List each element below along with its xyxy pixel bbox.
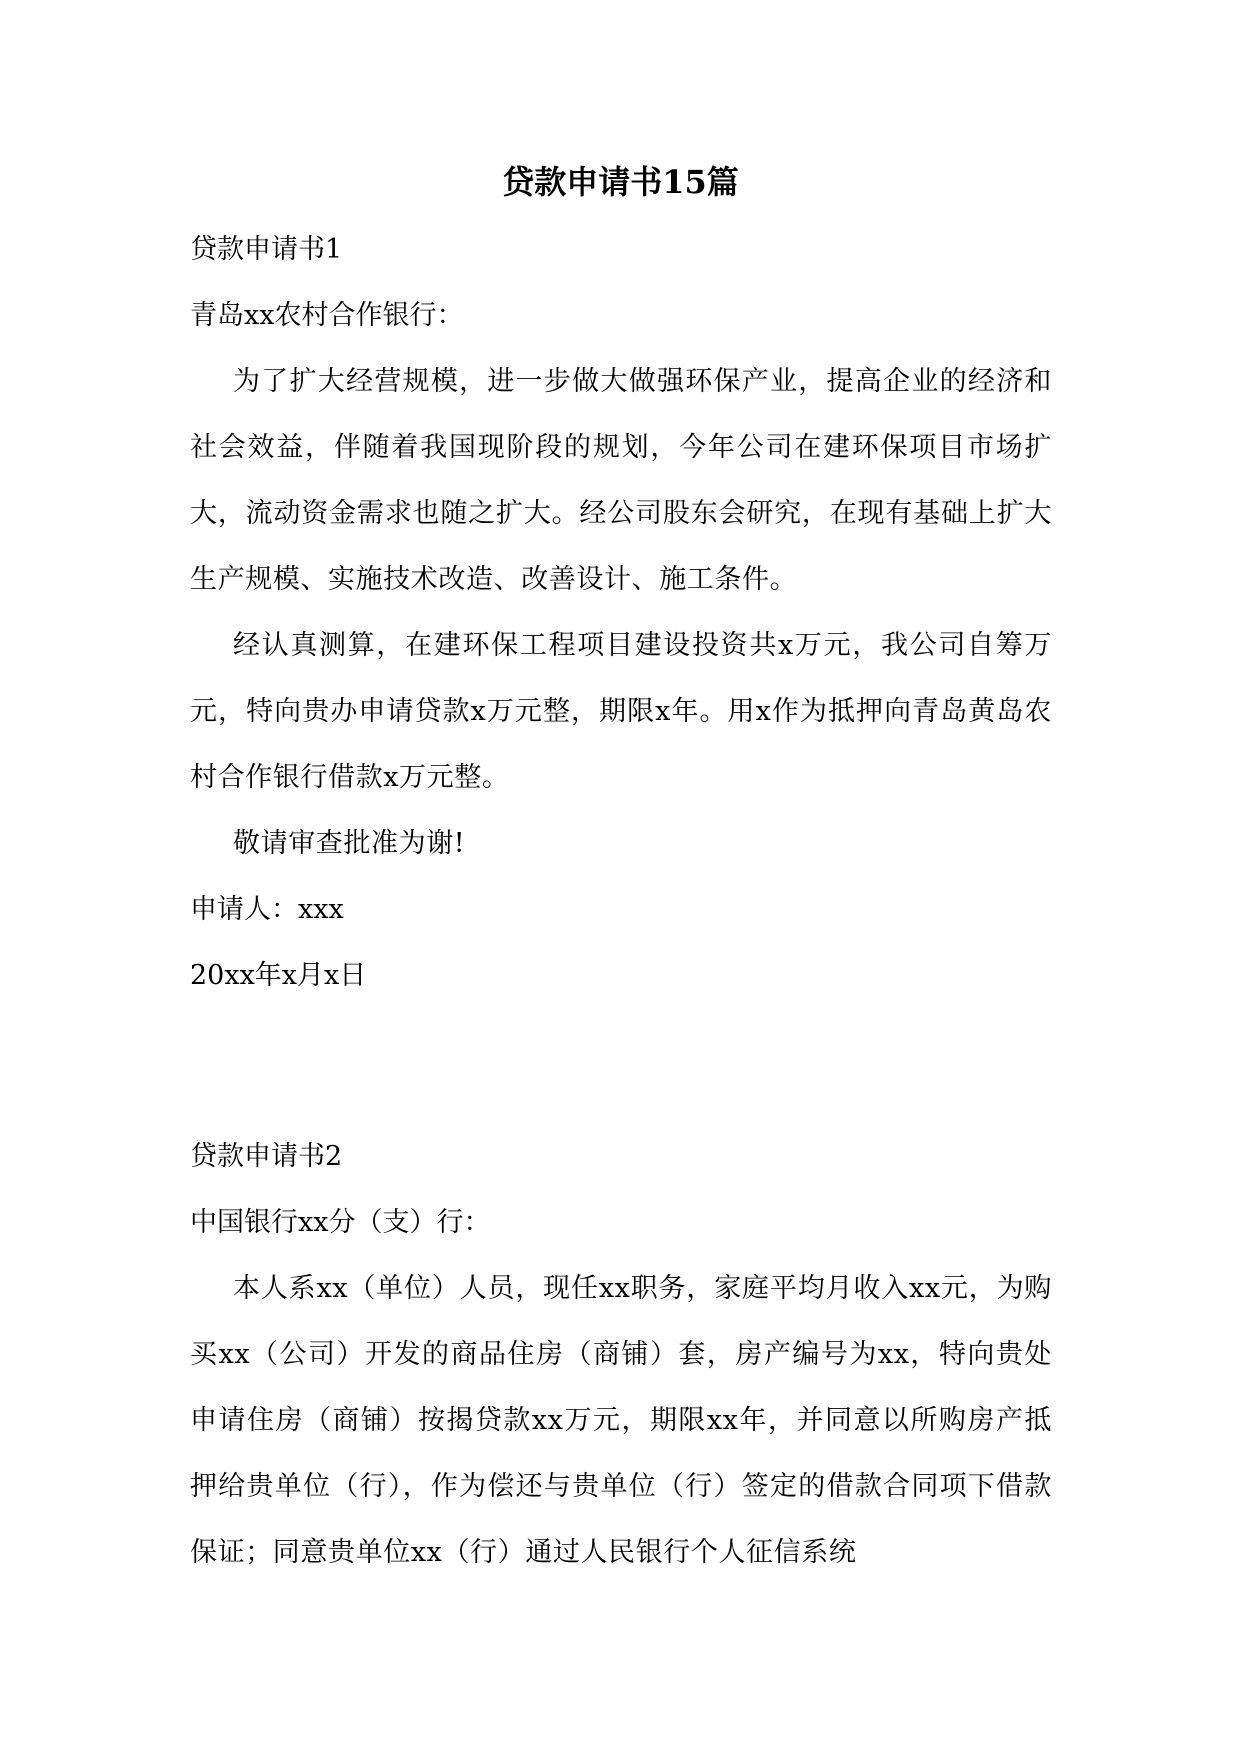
date-line: 20xx年x月x日 (190, 960, 367, 991)
section-loan-application-1 (190, 217, 1052, 1009)
salutation: 青岛xx农村合作银行： (190, 300, 464, 331)
body-paragraph: 为了扩大经营规模，进一步做大做强环保产业，提高企业的经济和社会效益，伴随着我国现阶段的规划，今年公司在建环保项目市场扩大，流动资金需求也随之扩大。经公司股东会研究，在现有基础上扩大生产规模、实施技术改造、改善设计、施工条件。 (190, 366, 1052, 595)
document-title: 贷款申请书15篇 (502, 163, 739, 201)
salutation: 中国银行xx分（支）行： (190, 1207, 491, 1238)
body-paragraph: 本人系xx（单位）人员，现任xx职务，家庭平均月收入xx元，为购买xx（公司）开发的商品住房（商铺）套，房产编号为xx，特向贵处申请住房（商铺）按揭贷款xx万元，期限xx年，并同意以所购房产抵押给贵单位（行），作为偿还与贵单位（行）签定的借款合同项下借款保证；同意贵单位xx（行）通过人民银行个人征信系统 (190, 1273, 1052, 1568)
section-heading: 贷款申请书1 (190, 234, 343, 265)
closing-paragraph: 敬请审查批准为谢! (233, 828, 466, 859)
section-heading: 贷款申请书2 (190, 1141, 343, 1172)
body-paragraph: 经认真测算，在建环保工程项目建设投资共x万元，我公司自筹万元，特向贵办申请贷款x万元整，期限x年。用x作为抵押向青岛黄岛农村合作银行借款x万元整。 (190, 630, 1052, 793)
applicant-line: 申请人：xxx (190, 894, 344, 925)
section-loan-application-2 (190, 1124, 1052, 1586)
